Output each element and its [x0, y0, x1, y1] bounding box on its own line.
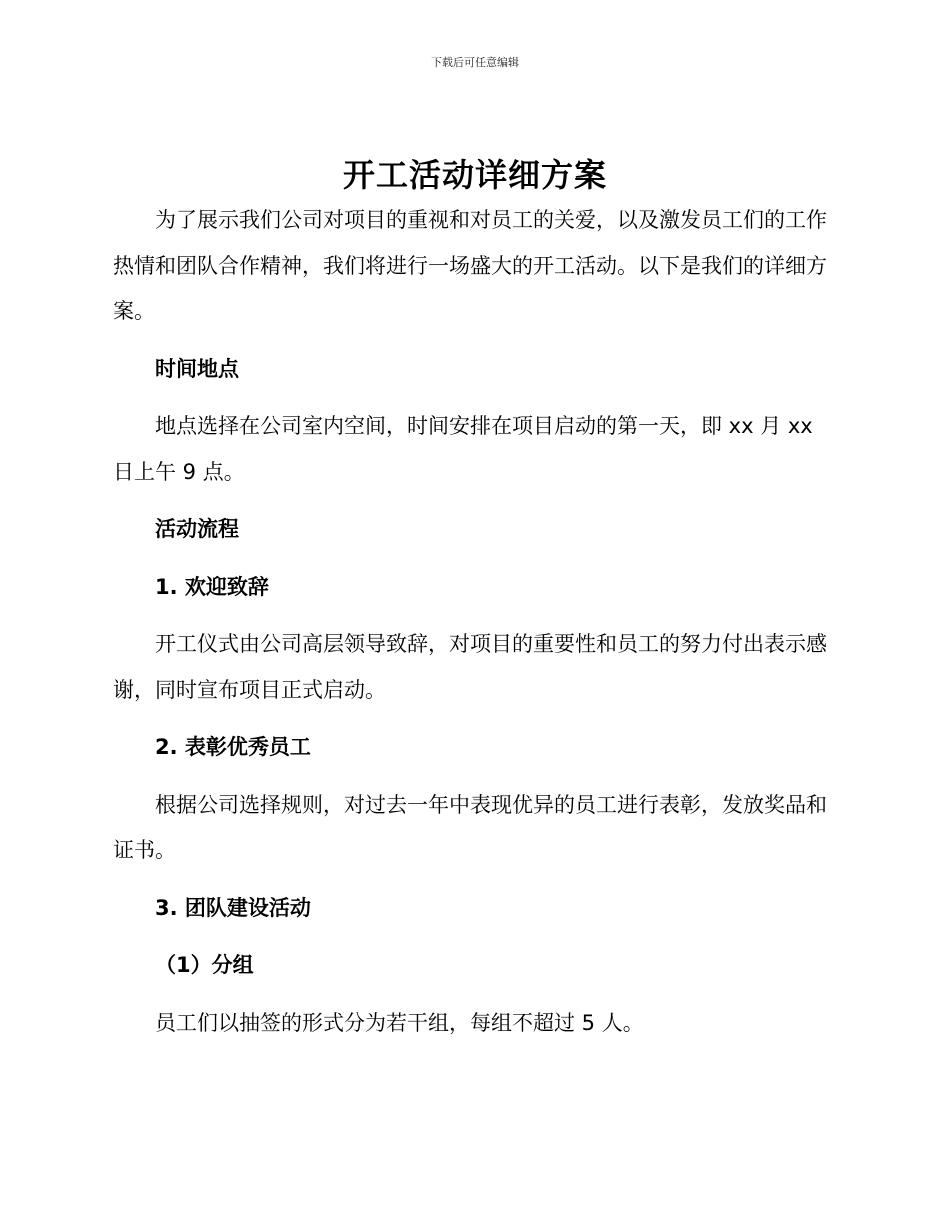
time-place-paragraph: 地点选择在公司室内空间，时间安排在项目启动的第一天，即 xx 月 xx 日上午 9 点。	[113, 414, 813, 484]
document-body	[113, 198, 833, 1046]
item2-paragraph: 根据公司选择规则，对过去一年中表现优异的员工进行表彰，发放奖品和证书。	[113, 792, 827, 862]
item3-heading: 3. 团队建设活动	[155, 895, 311, 920]
page-header-note: 下载后可任意编辑	[431, 56, 519, 69]
document-title: 开工活动详细方案	[342, 156, 607, 194]
item3-sub1-paragraph: 员工们以抽签的形式分为若干组，每组不超过 5 人。	[155, 1010, 644, 1035]
item1-paragraph: 开工仪式由公司高层领导致辞，对项目的重要性和员工的努力付出表示感谢，同时宣布项目正式启动。	[113, 632, 827, 702]
item3-sub1-heading: （1）分组	[155, 953, 254, 977]
item2-heading: 2. 表彰优秀员工	[155, 735, 311, 759]
intro-paragraph: 为了展示我们公司对项目的重视和对员工的关爱，以及激发员工们的工作热情和团队合作精神，我们将进行一场盛大的开工活动。以下是我们的详细方案。	[113, 208, 827, 323]
section-heading-time-place: 时间地点	[155, 356, 239, 381]
section-heading-process: 活动流程	[155, 517, 239, 541]
item1-heading: 1. 欢迎致辞	[155, 574, 269, 599]
